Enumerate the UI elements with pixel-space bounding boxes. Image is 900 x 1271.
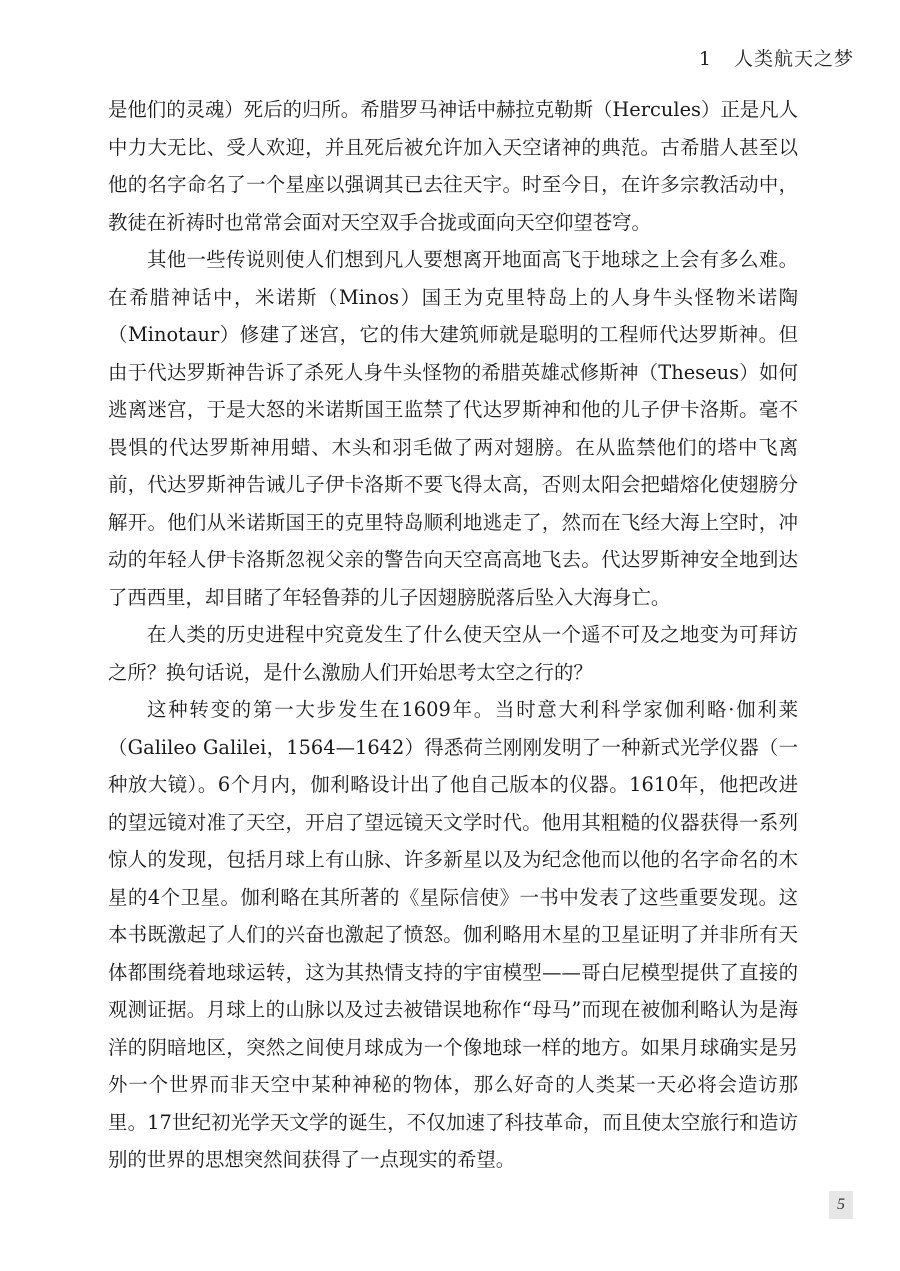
chapter-number: 1 <box>698 48 712 70</box>
page-number: 5 <box>829 1191 853 1219</box>
paragraph-continued: 是他们的灵魂）死后的归所。希腊罗马神话中赫拉克勒斯（Hercules）正是凡人中力大无比、受人欢迎，并且死后被允许加入天空诸神的典范。古希腊人甚至以他的名字命名了一个星座以强调其已去往天宇。时至今日，在许多宗教活动中，教徒在祈祷时也常常会面对天空双手合拢或面向天空仰望苍穹。 <box>108 98 798 234</box>
chapter-title: 人类航天之梦 <box>733 48 854 70</box>
paragraph: 这种转变的第一大步发生在1609年。当时意大利科学家伽利略·伽利莱（Galileo Galilei，1564—1642）得悉荷兰刚刚发明了一种新式光学仪器（一种放大镜）。6个月内，伽利略设计出了他自己版本的仪器。1610年，他把改进的望远镜对准了天空，开启了望远镜天文学时代。他用其粗糙的仪器获得一系列惊人的发现，包括月球上有山脉、许多新星以及为纪念他而以他的名字命名的木星的4个卫星。伽利略在其所著的《星际信使》一书中发表了这些重要发现。这本书既激起了人们的兴奋也激起了愤怒。伽利略用木星的卫星证明了并非所有天体都围绕着地球运转，这为其热情支持的宇宙模型——哥白尼模型提供了直接的观测证据。月球上的山脉以及过去被错误地称作“母马”而现在被伽利略认为是海洋的阴暗地区，突然之间使月球成为一个像地球一样的地方。如果月球确实是另外一个世界而非天空中某种神秘的物体，那么好奇的人类某一天必将会造访那里。17世纪初光学天文学的诞生，不仅加速了科技革命，而且使太空旅行和造访别的世界的思想突然间获得了一点现实的希望。 <box>108 698 798 1171</box>
paragraph: 其他一些传说则使人们想到凡人要想离开地面高飞于地球之上会有多么难。在希腊神话中，米诺斯（Minos）国王为克里特岛上的人身牛头怪物米诺陶（Minotaur）修建了迷宫，它的伟大建筑师就是聪明的工程师代达罗斯神。但由于代达罗斯神告诉了杀死人身牛头怪物的希腊英雄忒修斯神（Theseus）如何逃离迷宫，于是大怒的米诺斯国王监禁了代达罗斯神和他的儿子伊卡洛斯。毫不畏惧的代达罗斯神用蜡、木头和羽毛做了两对翅膀。在从监禁他们的塔中飞离前，代达罗斯神告诫儿子伊卡洛斯不要飞得太高，否则太阳会把蜡熔化使翅膀分解开。他们从米诺斯国王的克里特岛顺利地逃走了，然而在飞经大海上空时，冲动的年轻人伊卡洛斯忽视父亲的警告向天空高高地飞去。代达罗斯神安全地到达了西西里，却目睹了年轻鲁莽的儿子因翅膀脱落后坠入大海身亡。 <box>108 248 798 609</box>
running-header <box>699 44 854 71</box>
paragraph: 在人类的历史进程中究竟发生了什么使天空从一个遥不可及之地变为可拜访之所？换句话说，是什么激励人们开始思考太空之行的？ <box>108 623 798 684</box>
body-text <box>108 91 798 1179</box>
